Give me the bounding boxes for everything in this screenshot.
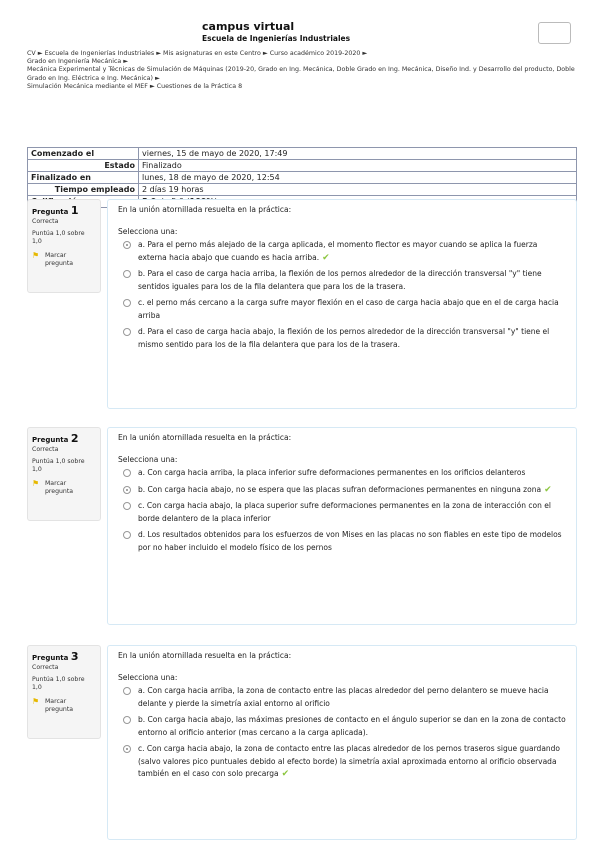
- question-number: [32, 650, 96, 663]
- question-text: En la unión atornillada resuelta en la práctica:: [118, 651, 292, 660]
- breadcrumb-separator: ►: [37, 50, 43, 57]
- breadcrumb-item-my-subjects[interactable]: Mis asignaturas en este Centro: [163, 50, 261, 57]
- question-label: Pregunta: [32, 208, 69, 216]
- breadcrumb-separator: ►: [154, 74, 160, 82]
- breadcrumb-item-quiz[interactable]: Cuestiones de la Práctica 8: [156, 82, 243, 90]
- flag-icon: ⚑: [32, 697, 40, 706]
- flag-label: Marcar pregunta: [44, 252, 74, 267]
- site-header: [202, 20, 350, 43]
- flag-icon: ⚑: [32, 251, 40, 260]
- breadcrumb-separator: ►: [362, 50, 368, 57]
- question-mark: Puntúa 1,0 sobre 1,0: [32, 676, 85, 691]
- breadcrumb-separator: ►: [156, 50, 162, 57]
- question-content: [107, 427, 577, 625]
- question-number: [32, 432, 96, 445]
- option-text: c. Con carga hacia abajo, la zona de contacto entre las placas alrededor de los pernos traseros sigue guardando (salvo valores pico puntuales debido al efecto borde) la simetría axial aproximada entorno al orificio observada también en el caso con solo precarga: [138, 744, 561, 778]
- answer-prompt: Selecciona una:: [118, 673, 178, 682]
- question-text: En la unión atornillada resuelta en la práctica:: [118, 205, 292, 214]
- question-content: [107, 645, 577, 840]
- question-state: Correcta: [32, 218, 59, 225]
- question-mark: Puntúa 1,0 sobre 1,0: [32, 230, 85, 245]
- breadcrumb-item-course[interactable]: Mecánica Experimental y Técnicas de Simulación de Máquinas (2019-20, Grado en Ing. Mecánica, Doble Grado en Ing. Mecánica, Diseño Ind. y Desarrollo del producto, Doble Grado en Ing. Eléctrica e Ing. Mecánica): [27, 66, 575, 82]
- answer-prompt: Selecciona una:: [118, 455, 178, 464]
- answer-option-b[interactable]: [118, 714, 566, 739]
- question-info: [27, 645, 101, 739]
- question-state: Correcta: [32, 446, 59, 453]
- question-number-value: 2: [70, 432, 79, 445]
- breadcrumb-separator: ►: [262, 50, 268, 57]
- summary-row-finished: [28, 172, 577, 184]
- radio-button[interactable]: [123, 716, 131, 724]
- answer-option-a[interactable]: [118, 239, 566, 264]
- option-text: d. Para el caso de carga hacia abajo, la flexión de los pernos alrededor de la dirección transversal "y" tiene el mismo sentido para los de la fila delantera que para los de la trasera.: [138, 327, 550, 349]
- site-subtitle: Escuela de Ingenierías Industriales: [202, 34, 351, 43]
- radio-button[interactable]: [123, 745, 131, 753]
- started-value: viernes, 15 de mayo de 2020, 17:49: [139, 148, 577, 160]
- radio-button[interactable]: [123, 687, 131, 695]
- breadcrumb-item-section[interactable]: Simulación Mecánica mediante el MEF: [27, 82, 148, 90]
- question-number: [32, 204, 96, 217]
- correct-check-icon: ✔: [544, 484, 552, 495]
- finished-value: lunes, 18 de mayo de 2020, 12:54: [139, 172, 577, 184]
- radio-button[interactable]: [123, 241, 131, 249]
- answer-option-c[interactable]: [118, 297, 566, 322]
- question-number-value: 1: [70, 204, 79, 217]
- question-mark: Puntúa 1,0 sobre 1,0: [32, 458, 85, 473]
- summary-row-time: [28, 184, 577, 196]
- correct-check-icon: ✔: [281, 769, 290, 779]
- option-text: b. Para el caso de carga hacia arriba, la flexión de los pernos alrededor de la dirección transversal "y" tiene sentidos iguales para los de la fila delantera que para los de la trasera.: [138, 269, 542, 291]
- question-content: [107, 199, 577, 409]
- breadcrumb-separator: ►: [123, 58, 129, 66]
- flag-question-button[interactable]: [32, 698, 96, 714]
- radio-button[interactable]: [123, 502, 131, 510]
- question-label: Pregunta: [32, 654, 69, 662]
- summary-row-started: [28, 148, 577, 160]
- breadcrumb-item-cv[interactable]: CV: [27, 50, 36, 57]
- flag-label: Marcar pregunta: [44, 480, 74, 495]
- breadcrumb-item-school[interactable]: Escuela de Ingenierías Industriales: [44, 50, 155, 57]
- radio-button[interactable]: [123, 469, 131, 477]
- radio-button[interactable]: [123, 270, 131, 278]
- radio-button[interactable]: [123, 328, 131, 336]
- answer-option-c[interactable]: [118, 743, 566, 781]
- option-text: b. Con carga hacia abajo, no se espera que las placas sufran deformaciones permanentes en ninguna zona: [138, 484, 542, 494]
- summary-row-state: [28, 160, 577, 172]
- breadcrumb-item-degree[interactable]: Grado en Ingeniería Mecánica: [27, 58, 122, 66]
- option-text: a. Con carga hacia arriba, la placa inferior sufre deformaciones permanentes en los orificios delanteros: [138, 468, 526, 477]
- question-label: Pregunta: [32, 436, 69, 444]
- flag-icon: ⚑: [32, 479, 40, 488]
- answer-option-c[interactable]: [118, 500, 566, 525]
- answer-option-d[interactable]: [118, 326, 566, 351]
- flag-question-button[interactable]: [32, 480, 96, 496]
- breadcrumb: [27, 50, 577, 91]
- site-title[interactable]: campus virtual: [202, 20, 295, 33]
- answer-option-d[interactable]: [118, 529, 566, 554]
- flag-question-button[interactable]: [32, 252, 96, 268]
- question-text: En la unión atornillada resuelta en la práctica:: [118, 433, 292, 442]
- started-label: Comenzado el: [28, 148, 139, 160]
- answer-option-b[interactable]: [118, 484, 566, 497]
- state-value: Finalizado: [139, 160, 577, 172]
- question-state: Correcta: [32, 664, 59, 671]
- question-info: [27, 427, 101, 521]
- option-text: a. Con carga hacia arriba, la zona de contacto entre las placas alrededor del perno delantero se mueve hacia delante y pierde la simetría axial entorno al orificio: [138, 686, 549, 708]
- radio-button[interactable]: [123, 486, 131, 494]
- breadcrumb-item-year[interactable]: Curso académico 2019-2020: [269, 50, 361, 57]
- answer-prompt: Selecciona una:: [118, 227, 178, 236]
- time-label: Tiempo empleado: [28, 184, 139, 196]
- radio-button[interactable]: [123, 299, 131, 307]
- correct-check-icon: ✔: [322, 252, 330, 263]
- option-text: c. Con carga hacia abajo, la placa superior sufre deformaciones permanentes en la zona de interacción con el borde delantero de la placa inferior: [138, 501, 551, 523]
- answer-option-a[interactable]: [118, 685, 566, 710]
- option-text: d. Los resultados obtenidos para los esfuerzos de von Mises en las placas no son fiables en este tipo de modelos por no haber incluido el modelo físico de los pernos: [138, 530, 562, 552]
- option-text: b. Con carga hacia abajo, las máximas presiones de contacto en el ángulo superior se dan en la zona de contacto entorno al orificio anterior (mas cercano a la carga aplicada).: [138, 715, 566, 737]
- user-menu-box[interactable]: [538, 22, 571, 44]
- radio-button[interactable]: [123, 531, 131, 539]
- time-value: 2 días 19 horas: [139, 184, 577, 196]
- answer-option-b[interactable]: [118, 268, 566, 293]
- option-text: a. Para el perno más alejado de la carga aplicada, el momento flector es mayor cuando se aplica la fuerza externa hacia abajo que cuando es hacia arriba.: [138, 240, 538, 262]
- breadcrumb-separator: ►: [149, 82, 155, 90]
- option-text: c. el perno más cercano a la carga sufre mayor flexión en el caso de carga hacia abajo que en el de carga hacia arriba: [138, 298, 559, 320]
- state-label: Estado: [28, 160, 139, 172]
- flag-label: Marcar pregunta: [44, 698, 74, 713]
- question-number-value: 3: [70, 650, 79, 663]
- answer-option-a[interactable]: [118, 467, 566, 480]
- question-info: [27, 199, 101, 293]
- finished-label: Finalizado en: [28, 172, 139, 184]
